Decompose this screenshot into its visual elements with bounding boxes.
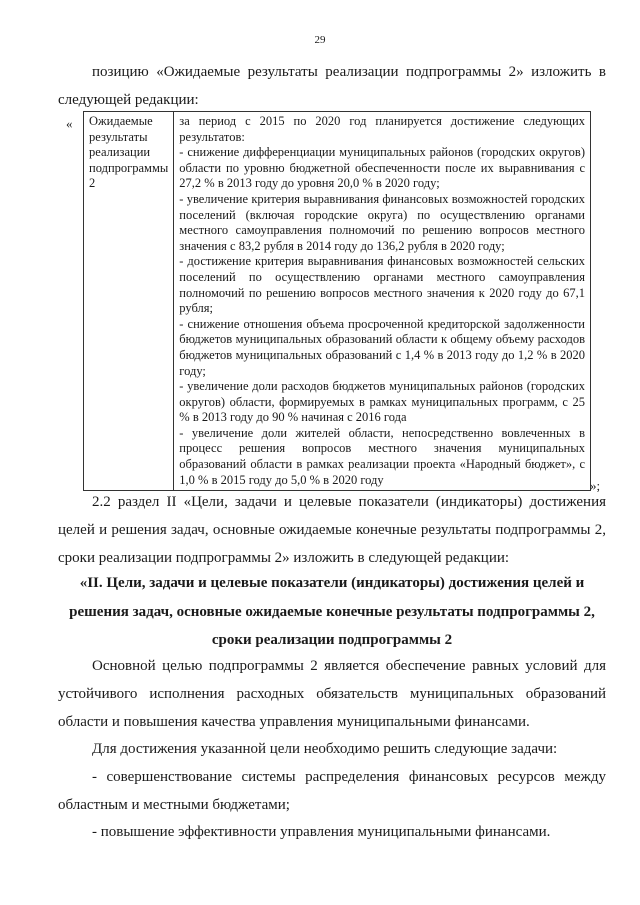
table-close-quote: »;: [590, 478, 601, 493]
table-label-cell: Ожидаемые результаты реализации подпрограммы 2: [84, 112, 174, 491]
expected-results-table: [83, 111, 591, 491]
page-number: 29: [314, 34, 326, 46]
table-open-quote: «: [66, 116, 73, 131]
goal-paragraph: Основной целью подпрограммы 2 является обеспечение равных условий для устойчивого исполнения расходных обязательств муниципальных образований области и повышения качества управления муниципальными финансами.: [58, 658, 606, 730]
section-heading: «II. Цели, задачи и целевые показатели (индикаторы) достижения целей и решения задач, основные ожидаемые конечные результаты подпрограммы 2, сроки реализации подпрограммы 2: [69, 575, 595, 648]
result-item: - увеличение доли жителей области, непосредственно вовлеченных в процесс решения вопросов местного значения муниципальных образований области в рамках реализации проекта «Народный бюджет», с 1,0 % в 2015 году до 5,0 % в 2020 году: [179, 425, 585, 487]
result-item: - увеличение критерия выравнивания финансовых возможностей городских поселений (включая городские округа) по осуществлению органами местного самоуправления полномочий по решению вопросов местного значения с 83,2 рубля в 2014 году до 136,2 рубля в 2020 году;: [179, 191, 585, 253]
result-item: - снижение дифференциации муниципальных районов (городских округов) области по уровню бюджетной обеспеченности после их выравнивания с 27,2 % в 2013 году до уровня 20,0 % в 2020 году;: [179, 145, 585, 191]
task-item: - повышение эффективности управления муниципальными финансами.: [92, 824, 551, 840]
result-item: - достижение критерия выравнивания финансовых возможностей сельских поселений по осуществлению органами местного самоуправления полномочий по решению вопросов местного значения к 2020 году до 67,1 рубля;: [179, 254, 585, 316]
table-content-cell: [174, 112, 591, 491]
result-item: - снижение отношения объема просроченной кредиторской задолженности бюджетов муниципальных образований области к общему объему расходов бюджетов муниципальных образований с 1,4 % в 2013 году до 1,2 % в 2020 году;: [179, 316, 585, 378]
tasks-intro-paragraph: Для достижения указанной цели необходимо решить следующие задачи:: [92, 741, 558, 757]
intro-paragraph: позицию «Ожидаемые результаты реализации подпрограммы 2» изложить в следующей редакции:: [58, 64, 606, 108]
result-item: - увеличение доли расходов бюджетов муниципальных районов (городских округов) области, формируемых в рамках муниципальных программ, с 25 % в 2013 году до 90 % начиная с 2016 года: [179, 379, 585, 425]
table-row: [84, 112, 591, 491]
result-item: за период с 2015 по 2020 год планируется достижение следующих результатов:: [179, 114, 585, 144]
section-2-2-paragraph: 2.2 раздел II «Цели, задачи и целевые показатели (индикаторы) достижения целей и решения задач, основные ожидаемые конечные результаты подпрограммы 2, сроки реализации подпрограммы 2» изложить в следующей редакции:: [58, 494, 606, 566]
task-item: - совершенствование системы распределения финансовых ресурсов между областным и местными бюджетами;: [58, 769, 606, 813]
